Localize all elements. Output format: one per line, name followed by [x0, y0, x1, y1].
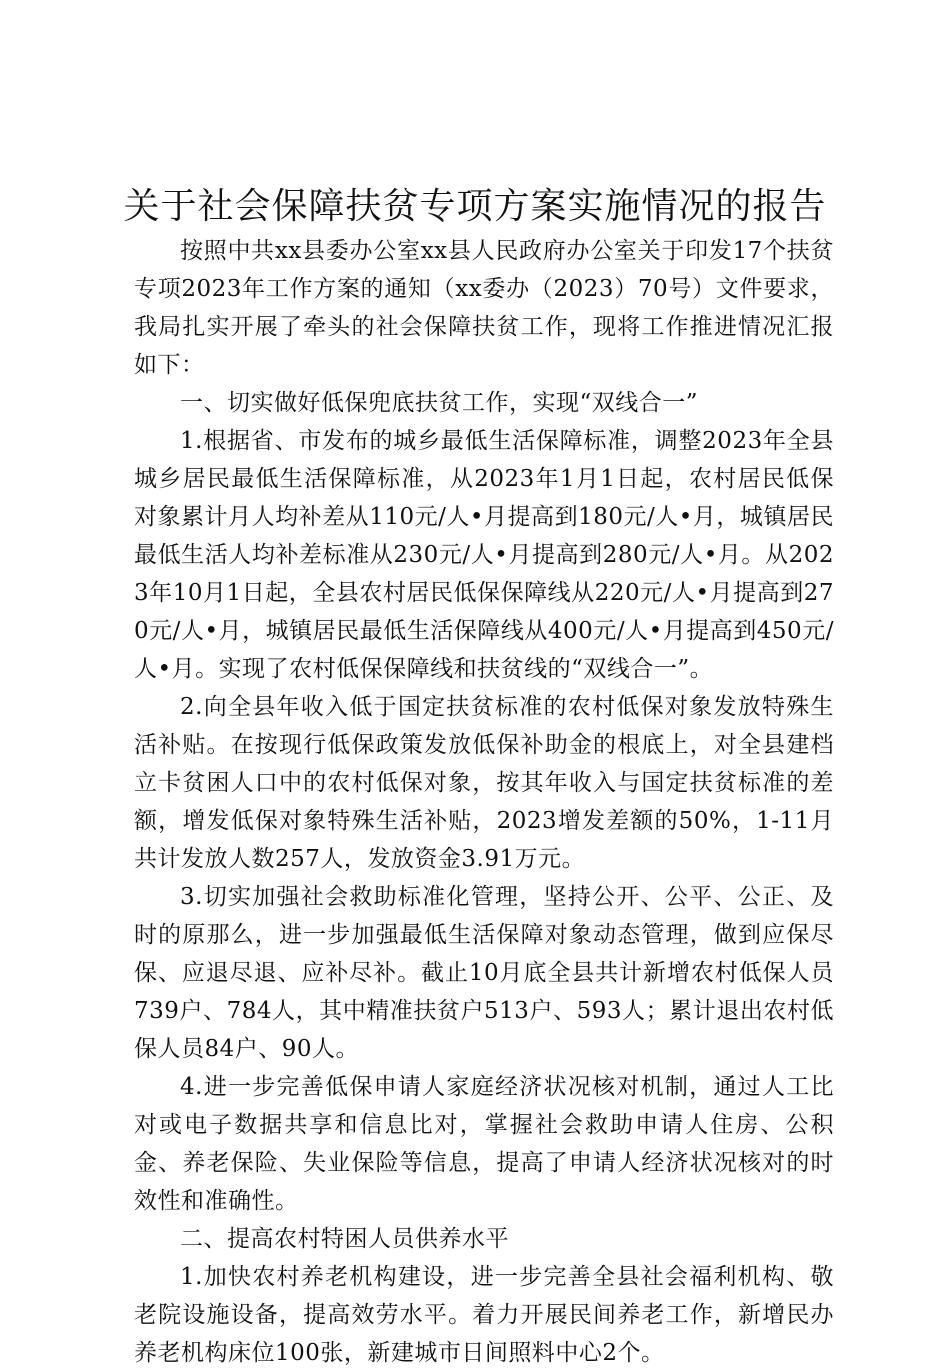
section-1-item-3: 3.切实加强社会救助标准化管理，坚持公开、公平、公正、及时的原那么，进一步加强最低生活保障对象动态管理，做到应保尽保、应退尽退、应补尽补。截止10月底全县共计新增农村低保人员739户、784人，其中精准扶贫户513户、593人；累计退出农村低保人员84户、90人。 [134, 884, 834, 1062]
section-1-item-1: 1.根据省、市发布的城乡最低生活保障标准，调整2023年全县城乡居民最低生活保障标准，从2023年1月1日起，农村居民低保对象累计月人均补差从110元/人•月提高到180元/人•月，城镇居民最低生活人均补差标准从230元/人•月提高到280元/人•月。从2023年10月1日起，全县农村居民低保保障线从220元/人•月提高到270元/人•月，城镇居民最低生活保障线从400元/人•月提高到450元/人•月。实现了农村低保保障线和扶贫线的“双线合一”。 [134, 428, 834, 682]
document-body [134, 232, 834, 1372]
section-1-item-2: 2.向全县年收入低于国定扶贫标准的农村低保对象发放特殊生活补贴。在按现行低保政策发放低保补助金的根底上，对全县建档立卡贫困人口中的农村低保对象，按其年收入与国定扶贫标准的差额，增发低保对象特殊生活补贴，2023增发差额的50%，1-11月共计发放人数257人，发放资金3.91万元。 [134, 694, 834, 872]
intro-paragraph: 按照中共xx县委办公室xx县人民政府办公室关于印发17个扶贫专项2023年工作方案的通知（xx委办（2023）70号）文件要求，我局扎实开展了牵头的社会保障扶贫工作，现将工作推进情况汇报如下： [134, 238, 834, 378]
section-1-item-4: 4.进一步完善低保申请人家庭经济状况核对机制，通过人工比对或电子数据共享和信息比对，掌握社会救助申请人住房、公积金、养老保险、失业保险等信息，提高了申请人经济状况核对的时效性和准确性。 [134, 1074, 834, 1214]
document-title: 关于社会保障扶贫专项方案实施情况的报告 [123, 186, 827, 227]
section-2-item-1: 1.加快农村养老机构建设，进一步完善全县社会福利机构、敬老院设施设备，提高效劳水平。着力开展民间养老工作，新增民办养老机构床位100张，新建城市日间照料中心2个。 [134, 1264, 834, 1366]
section-heading-2: 二、提高农村特困人员供养水平 [180, 1226, 509, 1252]
section-heading-1: 一、切实做好低保兜底扶贫工作，实现“双线合一” [180, 390, 699, 416]
